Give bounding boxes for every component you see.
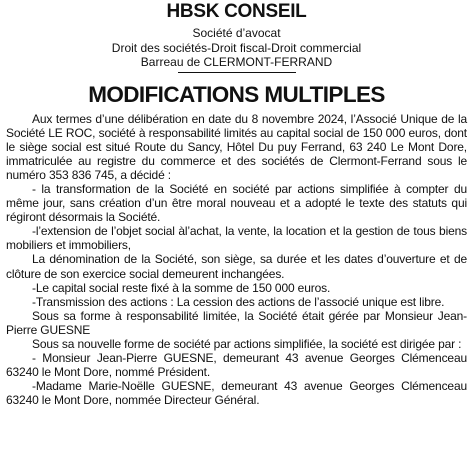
notice-paragraph: Sous sa nouvelle forme de société par actions simplifiée, la société est dirigée par :: [32, 337, 462, 351]
notice-paragraph: Sous sa forme à responsabilité limitée, la Société était gérée par Monsieur Jean-Pierre GUESNE: [6, 308, 467, 337]
notice-paragraph: - Monsieur Jean-Pierre GUESNE, demeurant 43 avenue Georges Clémenceau 63240 le Mont Dore, nommé Président.: [6, 351, 467, 380]
notice-title: MODIFICATIONS MULTIPLES: [88, 81, 385, 107]
firm-bar: Barreau de CLERMONT-FERRAND: [140, 55, 333, 69]
firm-description: Société d’avocat: [192, 26, 281, 40]
notice-paragraph: -Madame Marie-Noëlle GUESNE, demeurant 43 avenue Georges Clémenceau 63240 le Mont Dore, nommée Directeur Général.: [6, 379, 467, 408]
notice-body: [6, 112, 467, 408]
notice-paragraph: Aux termes d’une délibération en date du 8 novembre 2024, l’Associé Unique de la Société LE ROC, société à responsabilité limités au capital social de 150 000 euros, dont le siège social est situé Route du Sancy, Hôtel Du puy Ferrand, 63 240 Le Mont Dore, immatriculée au registre du commerce et des sociétés de Clermont-Ferrand sous le numéro 353 836 745, a décidé :: [6, 111, 467, 182]
header-divider: [178, 72, 296, 73]
notice-paragraph: La dénomination de la Société, son siège, sa durée et les dates d’ouverture et de clôture de son exercice social demeurent inchangées.: [6, 252, 467, 281]
notice-paragraph: -Le capital social reste fixé à la somme de 150 000 euros.: [32, 280, 331, 295]
notice-paragraph: -l’extension de l’objet social àl’achat, la vente, la location et la gestion de tous biens mobiliers et immobiliers,: [6, 224, 467, 253]
firm-name: HBSK CONSEIL: [166, 1, 307, 22]
firm-specialties: Droit des sociétés-Droit fiscal-Droit commercial: [111, 40, 362, 55]
notice-paragraph: -Transmission des actions : La cession des actions de l’associé unique est libre.: [32, 294, 445, 309]
notice-paragraph: - la transformation de la Société en société par actions simplifiée à compter du même jour, sans création d’un être moral nouveau et a adopté le texte des statuts qui régiront désormais la Société.: [6, 181, 467, 225]
legal-notice-page: [0, 1, 473, 459]
